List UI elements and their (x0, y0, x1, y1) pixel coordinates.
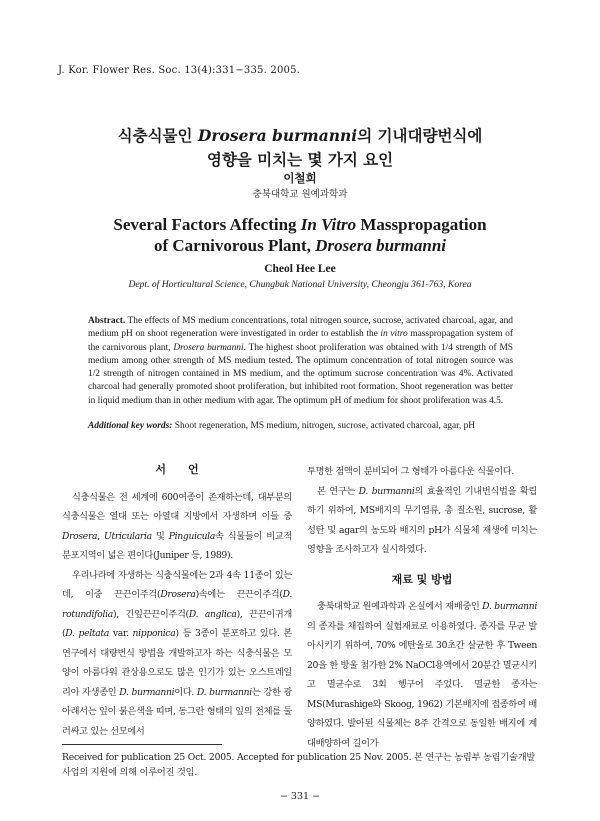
species-name: D. burmanni (196, 686, 252, 698)
text-run: 의 종자를 채집하여 실험재료로 이용하였다. 종자를 무균 발아시키기 위하여, 70% 에탄올로 30초간 살균한 후 Tween 20을 한 방울 첨가한 2% NaOCl용액에서 20분간 멸균시키고 멸균수로 3회 헹구어 주었다. 멸균한 종자는 MS(Murashige와 Skoog, 1962) 기본배지에 접종하여 배양하였다. 발아된 식물체는 8주 간격으로 동일한 배지에 계대배양하여 길이가 (307, 620, 537, 749)
english-title-suffix: Masspropagation (356, 215, 487, 234)
korean-title-line-2: 영향을 미치는 몇 가지 요인 (206, 150, 394, 169)
korean-affiliation: 충북대학교 원예과학과 (252, 189, 348, 200)
footnote-divider (62, 744, 222, 745)
methods-heading: 재료 및 방법 (391, 572, 453, 586)
text-run: 이다. (174, 686, 197, 698)
english-title-species: Drosera burmanni (315, 236, 447, 255)
intro-paragraph-2 (62, 566, 292, 742)
keywords-text: Shoot regeneration, MS medium, nitrogen, sucrose, activated charcoal, agar, pH (172, 421, 476, 431)
text-run: 본 연구는 (317, 485, 359, 497)
species-name: D. burmanni (119, 686, 175, 698)
footnote: Received for publication 25 Oct. 2005. Accepted for publication 25 Nov. 2005. 본 연구는 농림부 농림기술개발사업의 지원에 의해 이루어진 것임. (62, 752, 536, 778)
species-name: Drosera (160, 589, 196, 600)
species-name: D. burmanni (482, 601, 537, 612)
page-number: − 331 − (279, 791, 321, 802)
intro-heading: 서언 (155, 463, 221, 476)
text-run: ), 긴잎끈끈이주걱( (112, 608, 189, 620)
journal-reference: J. Kor. Flower Res. Soc. 13(4):331−335. 2005. (58, 65, 301, 76)
text-run: )속에는 끈끈이주걱( (195, 589, 283, 600)
text-run: ), 끈끈이귀개( (62, 608, 293, 639)
abstract-label: Abstract. (88, 316, 126, 326)
text-run: 의 효율적인 기내번식법을 확립하기 위하여, MS배지의 무기염류, 총 질소원, sucrose, 활성탄 및 agar의 농도와 배지의 pH가 식물체 재생에 미치는 영향을 조사하고자 실시하였다. (307, 485, 537, 555)
english-title-line2-prefix: of Carnivorous Plant, (153, 236, 316, 255)
english-title-in-vitro: In Vitro (300, 215, 357, 234)
abstract-species: Drosera burmanni (173, 342, 244, 353)
intro-paragraph-1 (62, 488, 292, 566)
korean-title-prefix: 식충식물인 (117, 126, 198, 145)
species-name: D. peltata (65, 628, 110, 639)
text-run: ) 등 3종이 분포하고 있다. 본 연구에서 대량번식 방법을 개발하고자 하는 식충식물은 모양이 아름다워 관상용으로도 많은 인기가 있는 오스트레일리아 자생종인 (62, 628, 292, 698)
text-run: 식충식물은 전 세계에 600여종이 존재하는데, 대부분의 식충식물은 열대 또는 아열대 지방에서 자생하며 이들 중 (62, 491, 292, 522)
right-column (307, 462, 537, 753)
genus-name: Drosera (62, 530, 98, 542)
english-author: Cheol Hee Lee (264, 263, 336, 275)
species-name: nipponica (132, 628, 176, 639)
intro-continuation: 투명한 점액이 분비되어 그 형태가 아름다운 식물이다. (307, 466, 514, 477)
english-title-line-1 (0, 215, 600, 235)
left-column (62, 460, 292, 741)
abstract-text-b: masspropagation system of the carnivorous plant, (88, 329, 513, 353)
genus-name: Utricularia (104, 530, 152, 542)
english-title-prefix: Several Factors Affecting (113, 215, 301, 234)
text-run: 는 강한 광 아래서는 잎이 붉은색을 띠며, 동그란 형태의 잎의 전체를 둘러싸고 있는 선모에서 (62, 686, 292, 737)
species-name: D. burmanni (358, 485, 415, 497)
methods-paragraph (307, 597, 537, 753)
abstract-text-a: The effects of MS medium concentrations, total nitrogen source, sucrose, activated charcoal, agar, and medium pH on shoot regeneration were investigated in order to establish the (88, 316, 513, 340)
text-run: 및 (151, 530, 169, 542)
text-run: 우리나라에 자생하는 식충식물에는 2과 4속 11종이 있는데, 이중 끈끈이주걱( (62, 569, 292, 600)
korean-title-suffix: 의 기내대량번식에 (357, 126, 483, 145)
abstract-text-c: . The highest shoot proliferation was obtained with 1/4 strength of MS medium among other strength of MS medium tested. The optimum concentration of total nitrogen source was 1/2 strength of nitrogen contained in MS medium, and the optimum sucrose concentration was 4%. Activated charcoal had generally promoted shoot proliferation, but inhibited root formation. Shoot regeneration was better in liquid medium than in other medium with agar. The optimum pH of medium for shoot proliferation was 4.5. (88, 342, 513, 406)
abstract (88, 315, 513, 408)
section-gap (307, 560, 537, 570)
abstract-in-vitro: in vitro (380, 329, 408, 340)
keywords (88, 421, 513, 431)
english-title-line-2 (0, 236, 600, 256)
genus-name: Pinguicula (168, 530, 216, 542)
korean-title-line-1 (0, 124, 600, 146)
text-run: 속 식물들이 비교적 분포지역이 넓은 편이다(Juniper 등, 1989). (62, 530, 292, 561)
species-name: D. anglica (188, 608, 237, 620)
text-run: 충북대학교 원예과학과 온실에서 재배중인 (317, 601, 483, 612)
keywords-label: Additional key words: (88, 421, 173, 431)
korean-title-species: Drosera burmanni (197, 126, 358, 145)
species-name: D. rotundifolia (62, 589, 293, 620)
text-run: var. (109, 628, 133, 639)
english-affiliation: Dept. of Horticultural Science, Chungbuk National University, Cheongju 361-763, Korea (128, 279, 472, 290)
text-run: , (97, 530, 105, 542)
objective-paragraph (307, 482, 537, 560)
korean-author: 이철희 (283, 171, 317, 185)
